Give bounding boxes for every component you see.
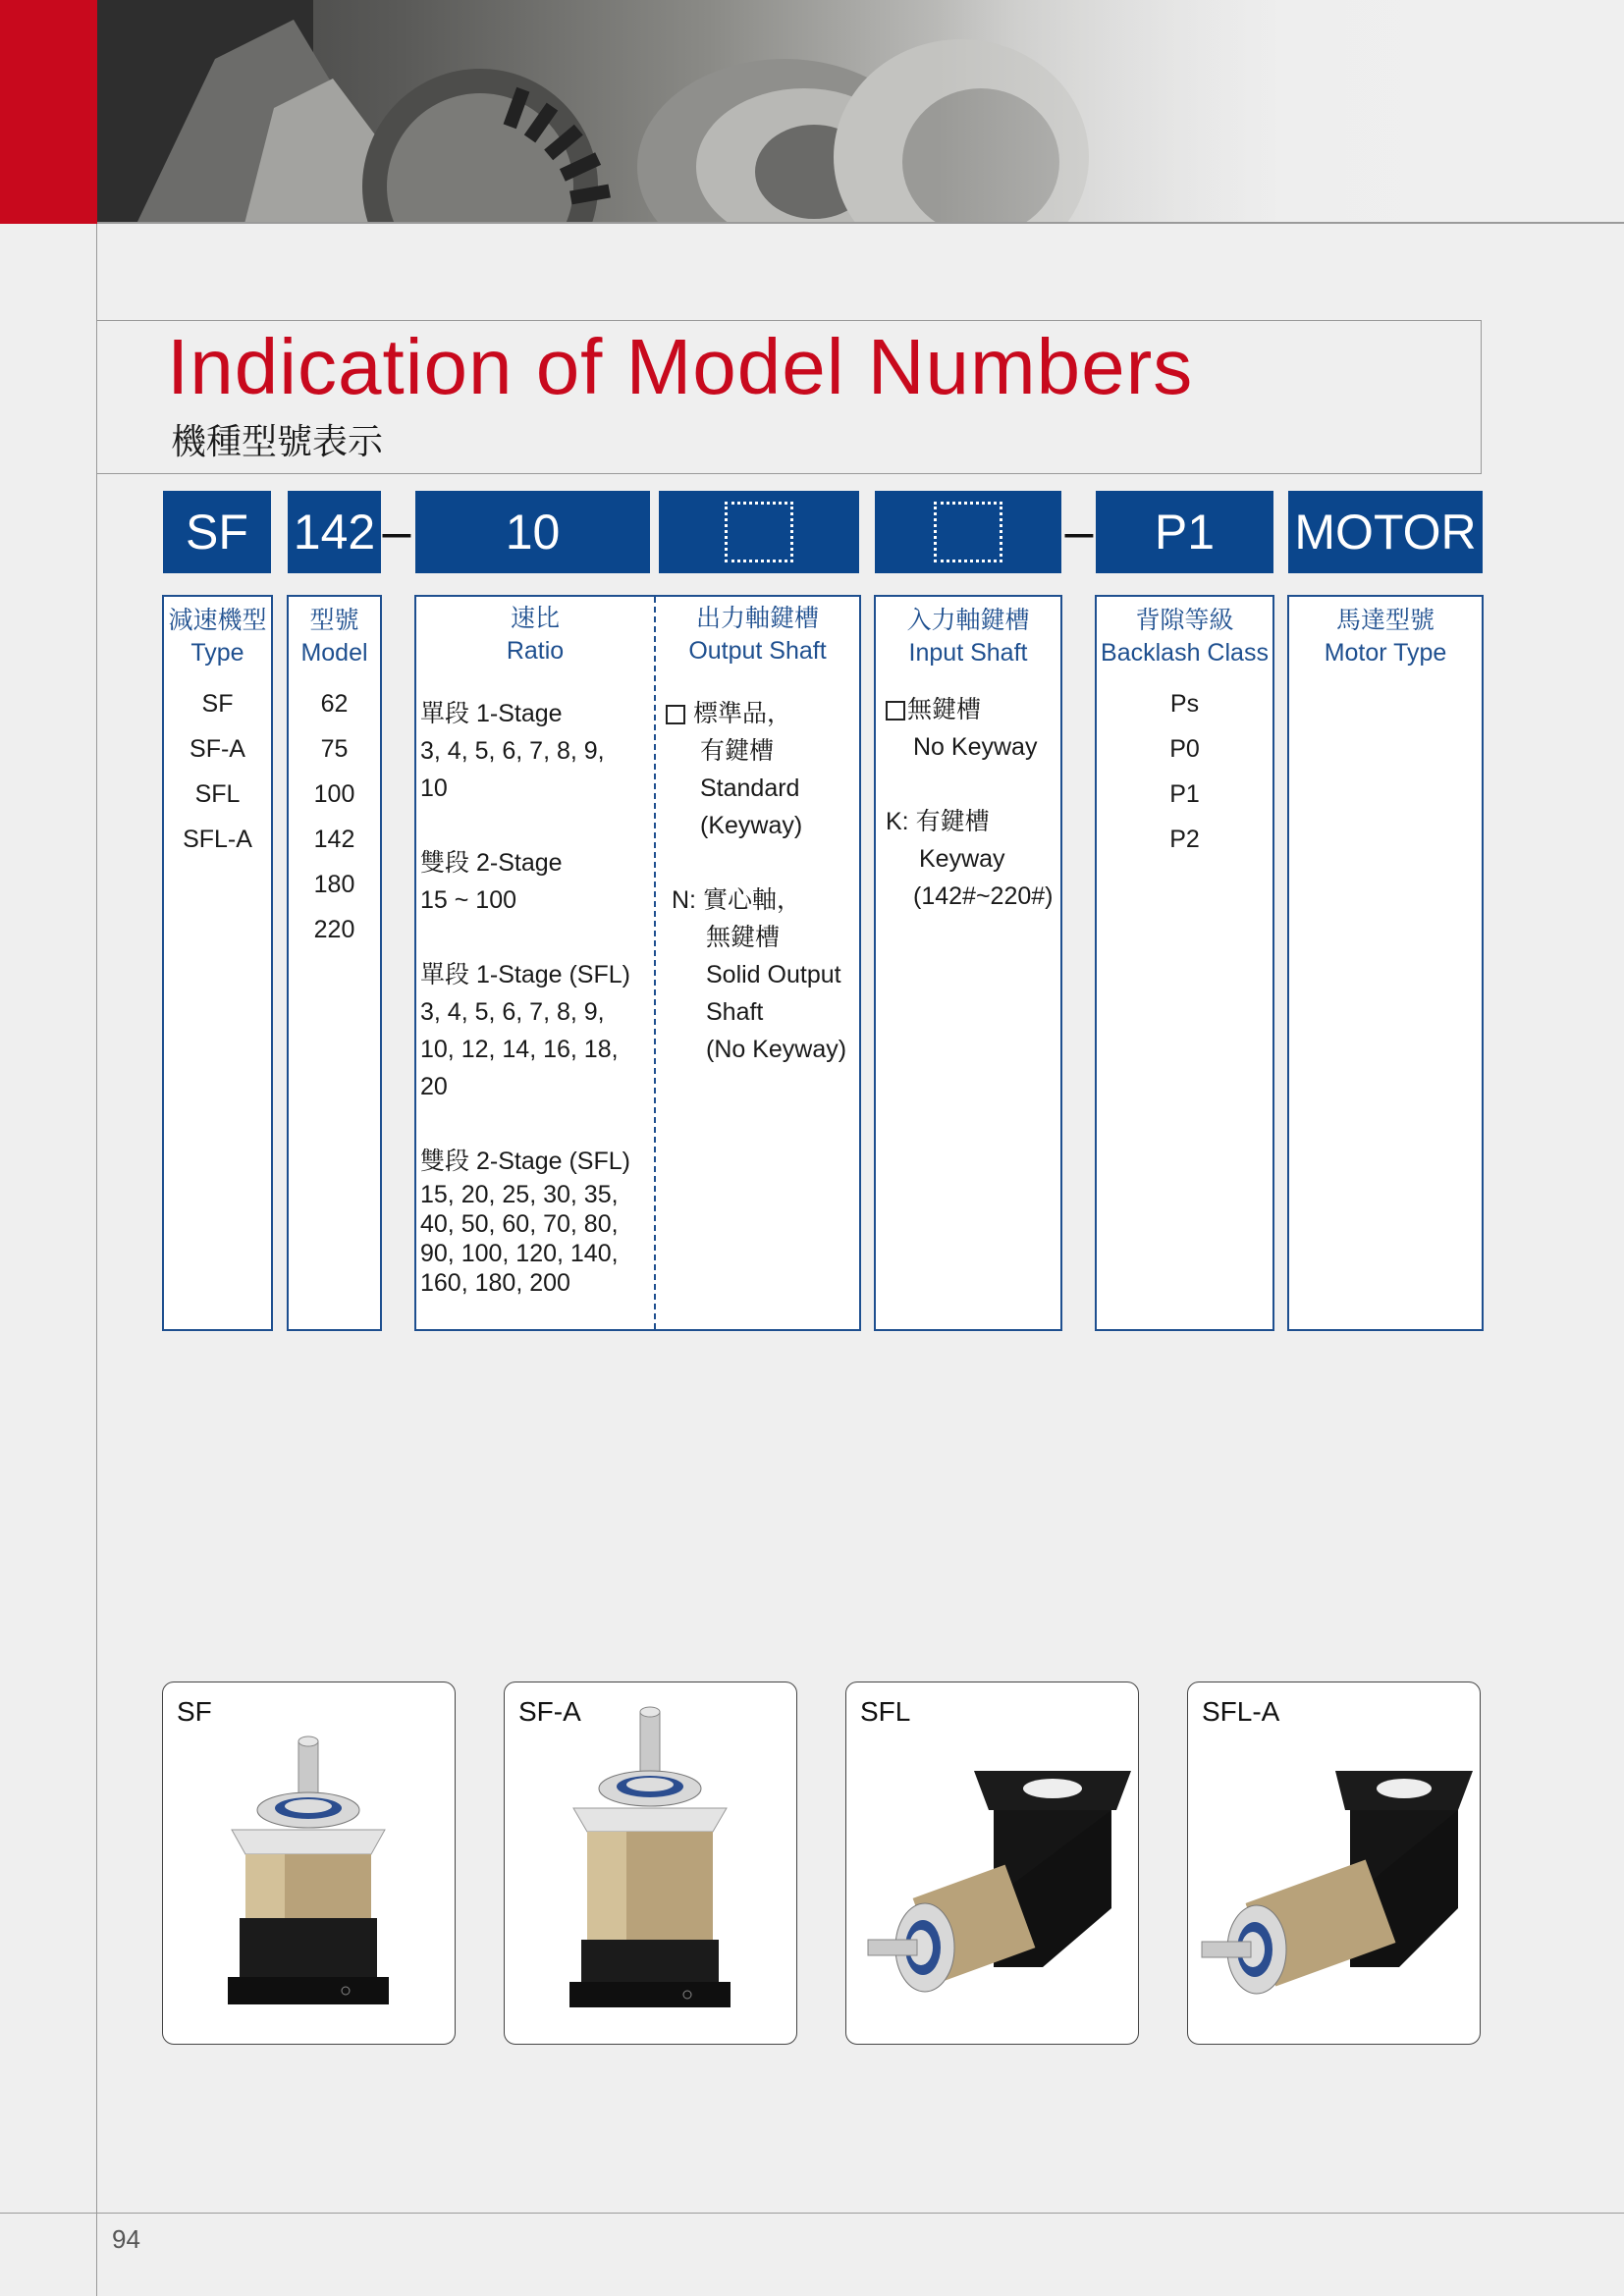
output-standard-en-2: (Keyway) bbox=[700, 812, 803, 839]
list-item: Ps bbox=[1169, 690, 1200, 718]
product-label: SFL-A bbox=[1202, 1696, 1280, 1727]
ratio-heading bbox=[416, 603, 654, 667]
output-shaft-heading-zh: 出力軸鍵槽 bbox=[695, 605, 819, 632]
ratio-line: 20 bbox=[420, 1073, 448, 1100]
input-shaft-column bbox=[874, 595, 1062, 1331]
ratio-line: 10, 12, 14, 16, 18, bbox=[420, 1036, 619, 1063]
backlash-heading-zh: 背隙等級 bbox=[1135, 607, 1234, 634]
inline-gearbox-image bbox=[163, 1682, 456, 2045]
output-n-zh-2: 無鍵槽 bbox=[706, 924, 781, 951]
product-label: SFL bbox=[860, 1696, 911, 1727]
model-list bbox=[289, 681, 380, 952]
list-item: 180 bbox=[313, 871, 355, 898]
model-column bbox=[287, 595, 382, 1331]
ratio-line: 10 bbox=[420, 774, 448, 802]
code-motor-cell: MOTOR bbox=[1288, 491, 1483, 573]
output-shaft-n-option bbox=[672, 881, 846, 1068]
ratio-line: 40, 50, 60, 70, 80, bbox=[420, 1210, 619, 1238]
list-item: P2 bbox=[1169, 826, 1200, 853]
inline-gearbox-image bbox=[846, 1682, 1139, 2045]
list-item: 100 bbox=[313, 780, 355, 808]
input-shaft-options bbox=[876, 691, 1060, 915]
blank-placeholder-box bbox=[934, 502, 1002, 562]
ratio-group-label-zh: 單段 bbox=[420, 961, 470, 988]
ratio-group-3 bbox=[420, 956, 630, 1105]
motor-column bbox=[1287, 595, 1484, 1331]
product-card-sfl-a bbox=[1187, 1682, 1481, 2045]
ratio-group-label-en: 2-Stage (SFL) bbox=[475, 1148, 630, 1175]
ratio-group-label-zh: 雙段 bbox=[420, 1148, 470, 1175]
product-label: SF-A bbox=[518, 1696, 581, 1727]
output-n-en-2: Shaft bbox=[706, 998, 764, 1026]
output-shaft-standard bbox=[666, 695, 802, 844]
code-model-cell: 142 bbox=[288, 491, 381, 573]
page-subtitle: 機種型號表示 bbox=[171, 421, 384, 461]
output-n-en-3: (No Keyway) bbox=[706, 1036, 847, 1063]
footer-line bbox=[0, 2213, 1624, 2214]
checkbox-square-icon bbox=[886, 701, 905, 721]
output-n-zh-1: 實心軸， bbox=[702, 886, 801, 914]
list-item: 142 bbox=[313, 826, 355, 853]
code-type-cell: SF bbox=[163, 491, 271, 573]
inline-gearbox-image bbox=[505, 1682, 797, 2045]
code-output-shaft-cell bbox=[659, 491, 859, 573]
motor-heading-zh: 馬達型號 bbox=[1335, 607, 1435, 634]
blank-placeholder-box bbox=[725, 502, 793, 562]
ratio-group-label-en: 1-Stage bbox=[475, 700, 563, 727]
backlash-heading-en: Backlash Class bbox=[1101, 639, 1269, 667]
ratio-line: 160, 180, 200 bbox=[420, 1269, 570, 1297]
ratio-group-1 bbox=[420, 695, 605, 807]
output-n-prefix: N: bbox=[672, 886, 696, 914]
ratio-group-label-zh: 雙段 bbox=[420, 849, 470, 877]
code-dash-2: – bbox=[1064, 504, 1094, 561]
code-backlash-cell: P1 bbox=[1096, 491, 1273, 573]
list-item: SFL bbox=[194, 780, 241, 808]
list-item: 220 bbox=[313, 916, 355, 943]
type-heading-zh: 減速機型 bbox=[168, 607, 267, 634]
gear-banner-photo bbox=[97, 0, 1624, 224]
input-k-prefix: K: bbox=[886, 808, 909, 835]
code-dash-1: – bbox=[382, 504, 411, 561]
inline-gearbox-image bbox=[1188, 1682, 1481, 2045]
list-item: 75 bbox=[320, 735, 349, 763]
output-standard-en-1: Standard bbox=[700, 774, 800, 802]
backlash-column bbox=[1095, 595, 1274, 1331]
page-title: Indication of Model Numbers bbox=[167, 323, 1194, 410]
dashed-divider bbox=[654, 597, 656, 1329]
output-standard-zh-2: 有鍵槽 bbox=[700, 737, 775, 765]
output-shaft-heading bbox=[656, 603, 859, 667]
ratio-line: 15, 20, 25, 30, 35, bbox=[420, 1181, 619, 1208]
left-margin-line bbox=[96, 224, 97, 2296]
input-shaft-heading-en: Input Shaft bbox=[908, 639, 1028, 667]
code-ratio-cell: 10 bbox=[415, 491, 650, 573]
model-heading-en: Model bbox=[300, 639, 368, 667]
code-input-shaft-cell bbox=[875, 491, 1061, 573]
input-k-en: Keyway bbox=[919, 845, 1005, 873]
backlash-list bbox=[1097, 681, 1272, 862]
list-item: P0 bbox=[1169, 735, 1200, 763]
model-heading-zh: 型號 bbox=[309, 607, 359, 634]
type-heading-en: Type bbox=[190, 639, 244, 667]
product-card-sf-a bbox=[504, 1682, 797, 2045]
ratio-group-label-zh: 單段 bbox=[420, 700, 470, 727]
ratio-line: 3, 4, 5, 6, 7, 8, 9, bbox=[420, 737, 605, 765]
ratio-line: 90, 100, 120, 140, bbox=[420, 1240, 619, 1267]
input-k-note: (142#~220#) bbox=[913, 882, 1054, 910]
input-none-zh: 無鍵槽 bbox=[907, 696, 982, 723]
page-number: 94 bbox=[112, 2224, 140, 2254]
list-item: 62 bbox=[320, 690, 349, 718]
ratio-heading-zh: 速比 bbox=[510, 605, 560, 632]
ratio-group-label-en: 1-Stage (SFL) bbox=[475, 961, 630, 988]
output-shaft-heading-en: Output Shaft bbox=[688, 637, 827, 665]
ratio-group-label-en: 2-Stage bbox=[475, 849, 563, 877]
list-item: SF bbox=[201, 690, 234, 718]
motor-heading-en: Motor Type bbox=[1324, 639, 1447, 667]
header-banner bbox=[0, 0, 1624, 224]
product-card-sfl bbox=[845, 1682, 1139, 2045]
output-standard-zh-1: 標準品， bbox=[693, 700, 792, 727]
red-accent-tab bbox=[0, 0, 97, 224]
list-item: P1 bbox=[1169, 780, 1200, 808]
product-card-sf bbox=[162, 1682, 456, 2045]
type-column bbox=[162, 595, 273, 1331]
checkbox-square-icon bbox=[666, 705, 685, 724]
input-k-zh: 有鍵槽 bbox=[915, 808, 990, 835]
list-item: SF-A bbox=[189, 735, 245, 763]
ratio-group-2 bbox=[420, 844, 563, 919]
output-n-en-1: Solid Output bbox=[706, 961, 841, 988]
ratio-line: 3, 4, 5, 6, 7, 8, 9, bbox=[420, 998, 605, 1026]
ratio-group-4 bbox=[420, 1143, 630, 1298]
ratio-heading-en: Ratio bbox=[506, 637, 565, 665]
ratio-line: 15 ~ 100 bbox=[420, 886, 517, 914]
input-none-en: No Keyway bbox=[913, 733, 1038, 761]
input-shaft-heading-zh: 入力軸鍵槽 bbox=[906, 607, 1030, 634]
product-label: SF bbox=[177, 1696, 212, 1727]
type-list bbox=[164, 681, 271, 862]
list-item: SFL-A bbox=[183, 826, 252, 853]
